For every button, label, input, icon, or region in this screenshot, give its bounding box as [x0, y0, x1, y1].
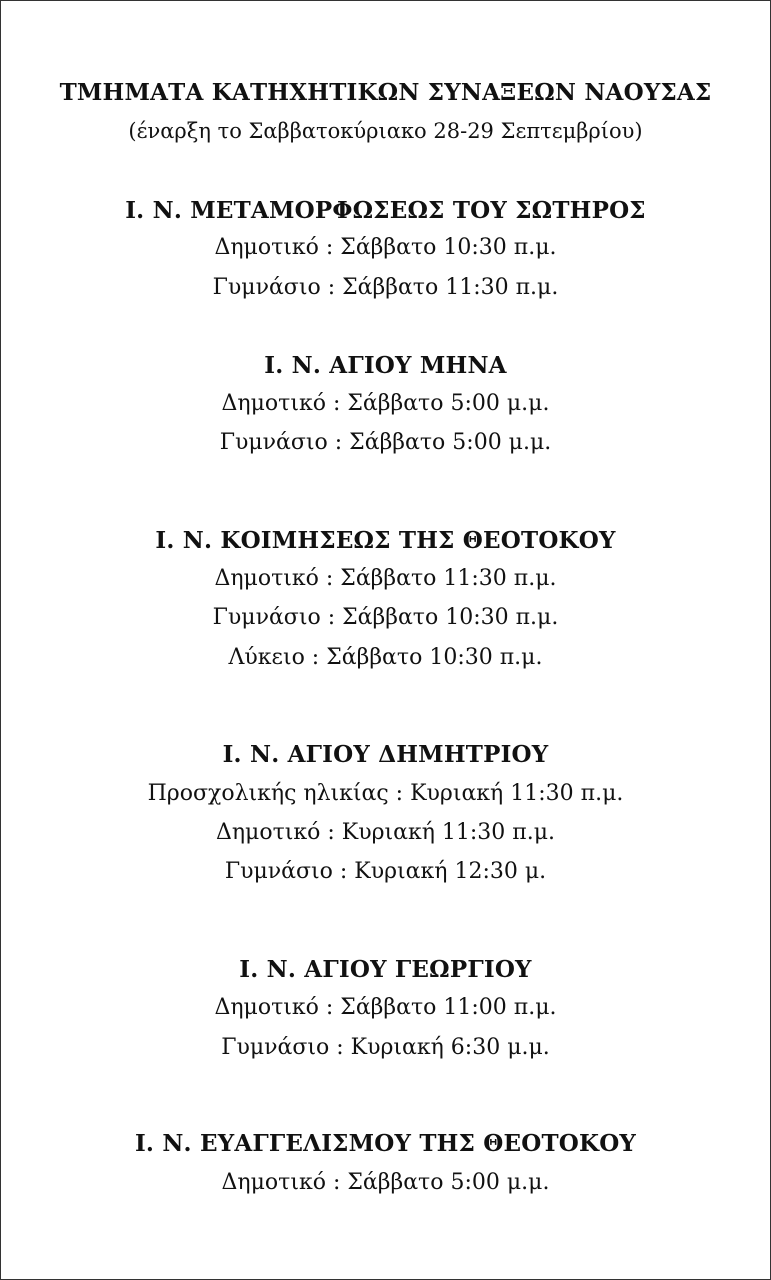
- schedule-entry: Δημοτικό : Σάββατο 10:30 π.μ.: [214, 235, 557, 260]
- section-heading-agiou-mina: Ι. Ν. ΑΓΙΟΥ ΜΗΝΑ: [264, 352, 507, 379]
- schedule-entry: Δημοτικό : Σάββατο 5:00 μ.μ.: [221, 391, 550, 416]
- schedule-entry: Γυμνάσιο : Σάββατο 10:30 π.μ.: [212, 605, 559, 630]
- section-heading-metamorfoseos: Ι. Ν. ΜΕΤΑΜΟΡΦΩΣΕΩΣ ΤΟΥ ΣΩΤΗΡΟΣ: [125, 197, 646, 224]
- schedule-entry: Γυμνάσιο : Σάββατο 5:00 μ.μ.: [219, 430, 552, 455]
- schedule-entry: Δημοτικό : Σάββατο 11:00 π.μ.: [214, 995, 557, 1020]
- section-heading-evaggelismou: Ι. Ν. ΕΥΑΓΓΕΛΙΣΜΟΥ ΤΗΣ ΘΕΟΤΟΚΟΥ: [134, 1130, 637, 1157]
- section-heading-agiou-dimitriou: Ι. Ν. ΑΓΙΟΥ ΔΗΜΗΤΡΙΟΥ: [222, 741, 549, 768]
- schedule-entry: Γυμνάσιο : Κυριακή 12:30 μ.: [224, 859, 547, 884]
- section-heading-koimiseos: Ι. Ν. ΚΟΙΜΗΣΕΩΣ ΤΗΣ ΘΕΟΤΟΚΟΥ: [155, 527, 616, 554]
- section-heading-agiou-georgiou: Ι. Ν. ΑΓΙΟΥ ΓΕΩΡΓΙΟΥ: [239, 956, 532, 983]
- schedule-entry: Δημοτικό : Σάββατο 5:00 μ.μ.: [221, 1170, 550, 1195]
- schedule-entry: Γυμνάσιο : Κυριακή 6:30 μ.μ.: [221, 1035, 550, 1060]
- schedule-entry: Δημοτικό : Σάββατο 11:30 π.μ.: [214, 566, 557, 591]
- schedule-entry: Προσχολικής ηλικίας : Κυριακή 11:30 π.μ.: [147, 781, 624, 806]
- schedule-entry: Δημοτικό : Κυριακή 11:30 π.μ.: [215, 820, 556, 845]
- schedule-entry: Λύκειο : Σάββατο 10:30 π.μ.: [228, 645, 543, 670]
- document-title: ΤΜΗΜΑΤΑ ΚΑΤΗΧΗΤΙΚΩΝ ΣΥΝΑΞΕΩΝ ΝΑΟΥΣΑΣ: [59, 79, 712, 106]
- schedule-entry: Γυμνάσιο : Σάββατο 11:30 π.μ.: [212, 275, 559, 300]
- document-subtitle: (έναρξη το Σαββατοκύριακο 28-29 Σεπτεμβρίου): [128, 119, 643, 143]
